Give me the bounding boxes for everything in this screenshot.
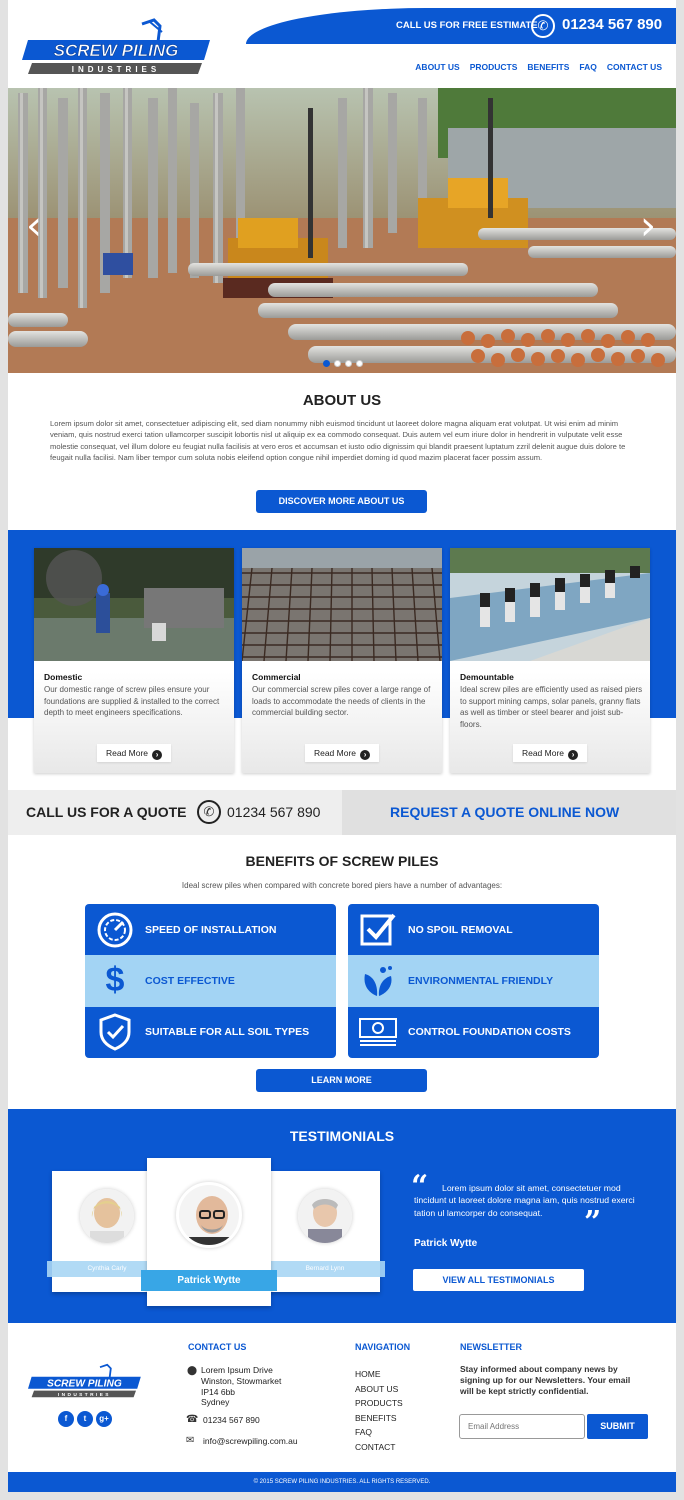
google-plus-icon[interactable]: g+	[96, 1411, 112, 1427]
footer-nav-contact[interactable]: CONTACT	[355, 1441, 396, 1452]
benefits-list-left	[85, 904, 336, 1058]
arrow-right-icon: ›	[152, 750, 162, 760]
newsletter-text: Stay informed about company news by signing up for our Newsletters. Your email will be kept strictly confidential.	[460, 1364, 631, 1396]
footer-logo-line2: INDUSTRIES	[57, 1393, 111, 1398]
phone-icon: ☎	[186, 1414, 199, 1425]
phone-icon: ✆	[197, 800, 221, 824]
service-card-domestic	[34, 548, 234, 773]
read-more-label: Read More	[521, 748, 565, 758]
benefit-item	[348, 904, 599, 955]
call-label: CALL US FOR FREE ESTIMATE	[396, 20, 538, 31]
footer-phone[interactable]: 01234 567 890	[203, 1415, 260, 1425]
slider-dots	[323, 360, 363, 367]
page	[8, 0, 676, 1492]
benefit-label: SPEED OF INSTALLATION	[145, 923, 277, 936]
service-text: Ideal screw piles are efficiently used as raised piers to support mining camps, solar panels, granny flats as well as timber or steel bearer and joist sub-floors.	[460, 685, 643, 729]
footer-nav-title: NAVIGATION	[355, 1342, 411, 1352]
service-image	[242, 548, 442, 661]
benefits-subtitle: Ideal screw piles when compared with concrete bored piers have a number of advantages:	[181, 881, 503, 890]
slider-dot[interactable]	[334, 360, 341, 367]
benefit-label: NO SPOIL REMOVAL	[408, 923, 513, 936]
footer-email[interactable]: info@screwpiling.com.au	[203, 1436, 298, 1446]
hero-next[interactable]	[636, 203, 660, 249]
read-more-label: Read More	[313, 748, 357, 758]
address-line: IP14 6bb	[201, 1386, 236, 1397]
service-image	[34, 548, 234, 661]
testimonials-title: TESTIMONIALS	[289, 1128, 395, 1144]
service-text: Our commercial screw piles cover a large range of loads to accommodate the needs of clients in the commercial building sector.	[252, 685, 431, 717]
discover-more-button[interactable]: DISCOVER MORE ABOUT US	[256, 490, 427, 513]
read-more-button[interactable]	[513, 744, 587, 762]
hero-image	[8, 88, 676, 373]
header-phone[interactable]: 01234 567 890	[562, 16, 663, 33]
benefit-label: CONTROL FOUNDATION COSTS	[408, 1026, 571, 1039]
nav-about[interactable]: ABOUT US	[415, 62, 460, 72]
read-more-label: Read More	[105, 748, 149, 758]
twitter-icon[interactable]: t	[77, 1411, 93, 1427]
benefit-label: SUITABLE FOR ALL SOIL TYPES	[145, 1026, 310, 1039]
chevron-left-icon: ‹	[26, 203, 42, 249]
footer-logo-line1: SCREW PILING	[47, 1378, 122, 1390]
quote-phone[interactable]: 01234 567 890	[227, 804, 321, 820]
testimonial-name: Cynthia Carly	[47, 1261, 167, 1277]
dollar-icon: $	[105, 961, 125, 1000]
footer-nav-home[interactable]: HOME	[355, 1369, 381, 1379]
service-card-commercial	[242, 548, 442, 773]
address-line: Winston, Stowmarket	[201, 1375, 282, 1386]
speedometer-icon	[96, 911, 134, 949]
nav-faq[interactable]: FAQ	[579, 62, 597, 72]
footer-nav	[355, 1367, 403, 1455]
about-text: Lorem ipsum dolor sit amet, consectetuer adipiscing elit, sed diam nonummy nibh euismod tincidunt ut laoreet dolore magna aliquam erat volutpat. Ut wisi enim ad minim veniam, quis nostrud exerci tation ullamcorper suscipit lobortis nisl ut aliquip ex ea commodo consequat. Duis autem vel eum iriure dolor in hendrerit in vulputate velit esse molestie consequat, vel illum dolore eu feugiat nulla facilisis at vero eros et accumsan et iusto odio dignissim qui blandit praesent luptatum zzril delenit augue duis dolore te feugait nulla facilisi. Nam liber tempor cum soluta nobis eleifend option congue nihil imperdiet doming id quod mazim placerat facer possim assum.	[50, 419, 626, 462]
footer-nav-benefits[interactable]: BENEFITS	[355, 1412, 397, 1423]
newsletter-submit-button[interactable]: SUBMIT	[587, 1414, 648, 1439]
slider-dot[interactable]	[356, 360, 363, 367]
testimonial-name: Patrick Wytte	[141, 1270, 277, 1291]
logo-line2: INDUSTRIES	[71, 65, 161, 74]
call-quote-bar	[8, 790, 342, 835]
learn-more-button[interactable]: LEARN MORE	[256, 1069, 427, 1092]
testimonial-author: Patrick Wytte	[414, 1238, 478, 1249]
benefit-item	[348, 955, 599, 1006]
cash-icon	[358, 1017, 398, 1047]
service-card-demountable	[450, 548, 650, 773]
service-title: Commercial	[252, 672, 301, 682]
email-icon: ✉	[186, 1435, 195, 1446]
facebook-icon[interactable]: f	[58, 1411, 74, 1427]
nav-benefits[interactable]: BENEFITS	[527, 62, 570, 72]
nav-products[interactable]: PRODUCTS	[469, 62, 518, 72]
site-header	[8, 0, 676, 88]
logo[interactable]	[22, 18, 212, 76]
testimonial-quote-text: Lorem ipsum dolor sit amet, consectetuer mod tincidunt ut laoreet dolore magna iam, quis nostrud exerci tation ul lamcorper do consequat.	[414, 1183, 635, 1218]
slider-dot[interactable]	[323, 360, 330, 367]
address-line: Lorem Ipsum Drive	[201, 1365, 273, 1375]
address-line: Sydney	[201, 1397, 230, 1408]
copyright: © 2015 SCREW PILING INDUSTRIES. ALL RIGHTS RESERVED.	[8, 1472, 676, 1492]
benefit-item	[85, 955, 336, 1006]
avatar	[176, 1182, 242, 1248]
service-title: Demountable	[460, 672, 514, 682]
footer-nav-faq[interactable]: FAQ	[355, 1427, 373, 1438]
arrow-right-icon: ›	[360, 750, 370, 760]
read-more-button[interactable]	[97, 744, 171, 762]
benefit-item	[85, 1007, 336, 1058]
shield-check-icon	[98, 1013, 132, 1051]
arrow-right-icon: ›	[568, 750, 578, 760]
service-text: Our domestic range of screw piles ensure your foundations are supplied & installed to the correct depth to meet engineers specifications.	[44, 685, 220, 717]
service-title: Domestic	[44, 672, 83, 682]
hero-prev[interactable]	[22, 203, 46, 249]
view-all-testimonials-button[interactable]: VIEW ALL TESTIMONIALS	[413, 1269, 584, 1291]
benefit-item	[85, 904, 336, 955]
benefit-label: COST EFFECTIVE	[145, 974, 235, 987]
testimonial-card-active[interactable]	[147, 1158, 271, 1306]
avatar	[80, 1189, 134, 1243]
nav-contact[interactable]: CONTACT US	[606, 62, 662, 72]
quote-open-icon: “	[411, 1169, 429, 1204]
request-quote-online-button[interactable]	[342, 790, 676, 835]
request-quote-label: REQUEST A QUOTE ONLINE NOW	[390, 804, 620, 820]
service-image	[450, 548, 650, 661]
footer-nav-about[interactable]: ABOUT US	[355, 1383, 399, 1394]
about-title: ABOUT US	[302, 392, 382, 409]
newsletter-title: NEWSLETTER	[460, 1342, 522, 1352]
leaves-icon	[359, 962, 397, 1000]
read-more-button[interactable]	[305, 744, 379, 762]
hero-slider	[8, 88, 676, 373]
call-quote-label: CALL US FOR A QUOTE	[26, 804, 187, 820]
footer-nav-products[interactable]: PRODUCTS	[355, 1398, 403, 1409]
footer-contact-title: CONTACT US	[188, 1342, 247, 1352]
checkbox-icon	[359, 911, 397, 949]
testimonial-name: Bernard Lynn	[265, 1261, 385, 1277]
footer-logo[interactable]	[28, 1363, 142, 1399]
slider-dot[interactable]	[345, 360, 352, 367]
phone-icon: ✆	[531, 14, 555, 38]
benefit-item	[348, 1007, 599, 1058]
newsletter-email-input[interactable]	[459, 1414, 585, 1439]
testimonial-quote	[414, 1182, 646, 1219]
call-bar	[246, 8, 676, 44]
benefits-title: BENEFITS OF SCREW PILES	[245, 853, 439, 869]
avatar	[298, 1189, 352, 1243]
benefit-label: ENVIRONMENTAL FRIENDLY	[408, 974, 554, 987]
chevron-right-icon: ›	[640, 203, 656, 249]
map-pin-icon: ⬤	[187, 1365, 198, 1375]
logo-line1: SCREW PILING	[53, 41, 179, 60]
quote-close-icon: ”	[584, 1205, 602, 1240]
benefits-list-right	[348, 904, 599, 1058]
footer-address	[201, 1365, 281, 1408]
main-nav	[415, 62, 662, 72]
testimonial-card[interactable]	[270, 1171, 380, 1292]
